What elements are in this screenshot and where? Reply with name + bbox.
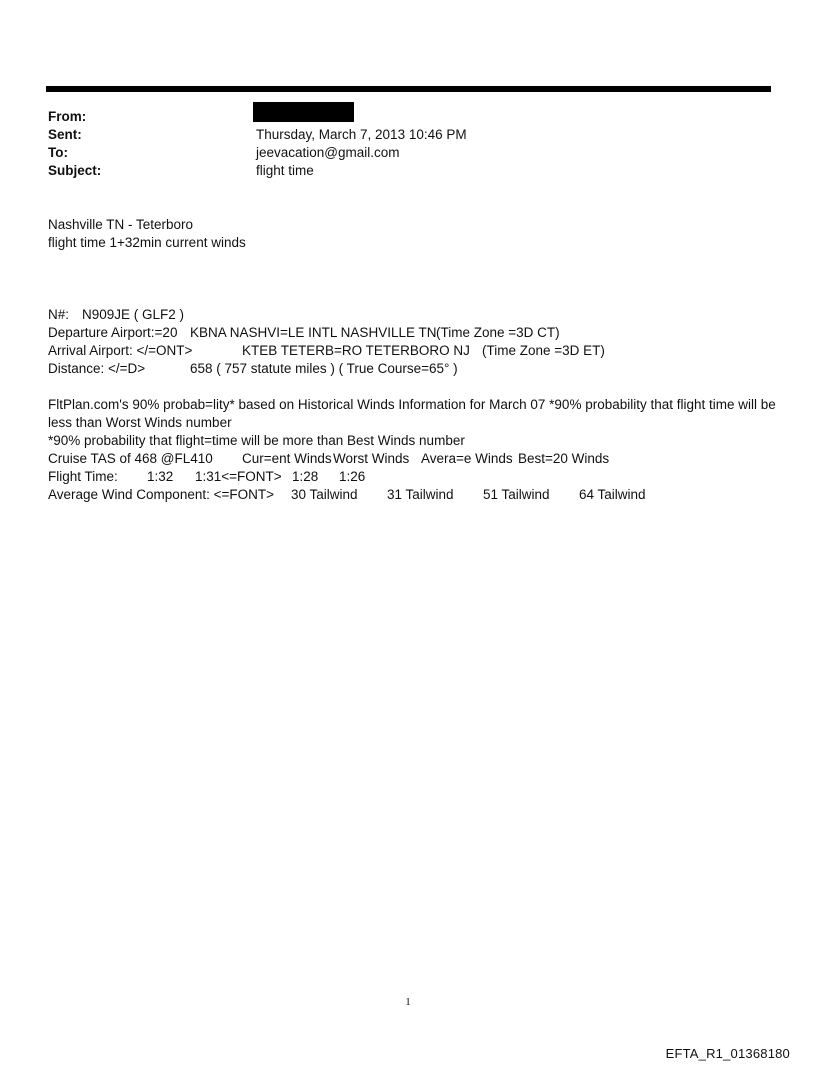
distance-label: Distance: </=D> [48,361,146,376]
distance-line [48,360,778,378]
sent-row [48,126,768,144]
col-best-winds: Best=20 Winds [518,451,610,466]
wind-component-worst: 31 Tailwind [387,487,454,502]
arrival-line [48,342,778,360]
email-header [48,108,768,180]
from-label: From: [48,109,87,124]
page-number: 1 [405,996,411,1008]
arrival-timezone: (Time Zone =3D ET) [482,343,605,358]
wind-component-best: 64 Tailwind [579,487,646,502]
email-intro [48,216,778,252]
wind-component-line [48,486,778,504]
sent-label: Sent: [48,127,82,142]
flight-time-average: 1:28 [292,469,319,484]
intro-flight-time: flight time 1+32min current winds [48,235,246,250]
flight-time-line [48,468,778,486]
wind-component-average: 51 Tailwind [483,487,550,502]
subject-value: flight time [256,163,314,178]
arrival-value: KTEB TETERB=RO TETERBORO NJ [242,343,470,358]
flight-time-current: 1:32 [147,469,174,484]
subject-label: Subject: [48,163,102,178]
flight-time-worst: 1:31<=FONT> [195,469,282,484]
document-id: EFTA_R1_01368180 [665,1046,790,1061]
departure-value: KBNA NASHVI=LE INTL NASHVILLE TN [190,325,437,340]
sent-value: Thursday, March 7, 2013 10:46 PM [256,127,467,142]
col-current-winds: Cur=ent Winds [242,451,332,466]
tail-number-line [48,306,778,324]
intro-route: Nashville TN - Teterboro [48,217,194,232]
tail-number-label: N#: [48,307,70,322]
flight-details [48,306,778,378]
distance-value: 658 ( 757 statute miles ) ( True Course=65° ) [190,361,458,376]
to-value: jeevacation@gmail.com [256,145,400,160]
wind-component-current: 30 Tailwind [291,487,358,502]
departure-line [48,324,778,342]
winds-header-line [48,450,778,468]
flight-time-label: Flight Time: [48,469,118,484]
to-row [48,144,768,162]
flight-time-best: 1:26 [339,469,366,484]
redaction-block [253,102,354,122]
col-worst-winds: Worst Winds [333,451,410,466]
probability-line: *90% probability that flight=time will be more than Best Winds number [48,433,465,448]
fltplan-paragraph: FltPlan.com's 90% probab=lity* based on Historical Winds Information for March 07 *90% probability that flight time will be less than Worst Winds number [48,397,776,430]
tail-number-value: N909JE ( GLF2 ) [82,307,185,322]
col-average-winds: Avera=e Winds [421,451,513,466]
from-row [48,108,768,126]
header-divider [46,86,771,92]
winds-section [48,396,778,504]
wind-component-label: Average Wind Component: <=FONT> [48,487,274,502]
subject-row [48,162,768,180]
cruise-label: Cruise TAS of 468 @FL410 [48,451,213,466]
arrival-label: Arrival Airport: </=ONT> [48,343,193,358]
to-label: To: [48,145,68,160]
departure-label: Departure Airport:=20 [48,325,178,340]
departure-timezone: (Time Zone =3D CT) [436,325,560,340]
